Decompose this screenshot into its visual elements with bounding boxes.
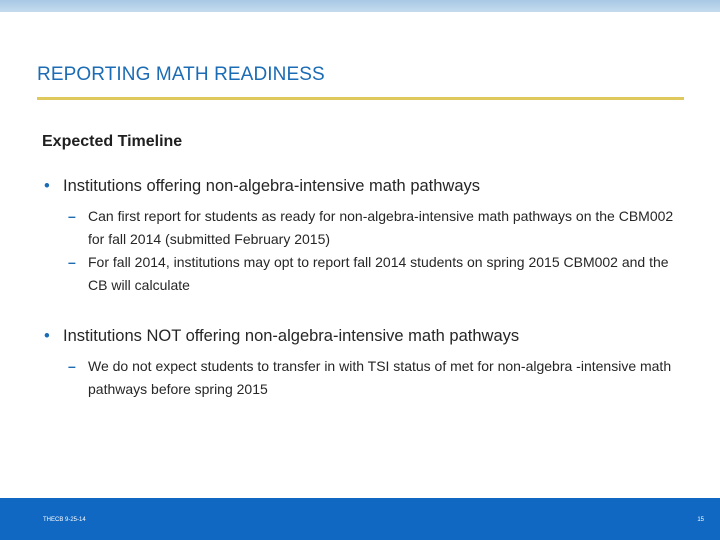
bullet-item-offering: [44, 177, 480, 196]
sub-bullet-first-report: [68, 205, 678, 251]
sub-bullet-text: We do not expect students to transfer in with TSI status of met for non-algebra -intensive math pathways before spring 2015: [88, 358, 672, 397]
top-accent-bar: [0, 0, 720, 12]
footer-date-label: THECB 9-25-14: [43, 517, 86, 523]
footer-bar: [0, 498, 720, 540]
sub-bullet-fall-2014: [68, 251, 678, 297]
dash-marker: –: [68, 358, 76, 374]
sub-bullet-transfer: [68, 355, 678, 401]
sub-bullet-text: For fall 2014, institutions may opt to report fall 2014 students on spring 2015 CBM002 and the CB will calculate: [88, 254, 669, 293]
sub-bullet-text: Can first report for students as ready for non-algebra-intensive math pathways on the CBM002 for fall 2014 (submitted February 2015): [88, 208, 674, 247]
bullet-text: Institutions NOT offering non-algebra-intensive math pathways: [63, 327, 520, 345]
dash-marker: –: [68, 254, 76, 270]
title-underline: [37, 97, 684, 100]
section-subheading: Expected Timeline: [42, 133, 183, 150]
page-number: 15: [697, 517, 704, 523]
bullet-item-not-offering: [44, 327, 519, 346]
dash-marker: –: [68, 208, 76, 224]
slide-title: REPORTING MATH READINESS: [37, 64, 325, 85]
bullet-text: Institutions offering non-algebra-intensive math pathways: [63, 177, 481, 195]
bullet-marker: •: [44, 177, 50, 195]
bullet-marker: •: [44, 327, 50, 345]
